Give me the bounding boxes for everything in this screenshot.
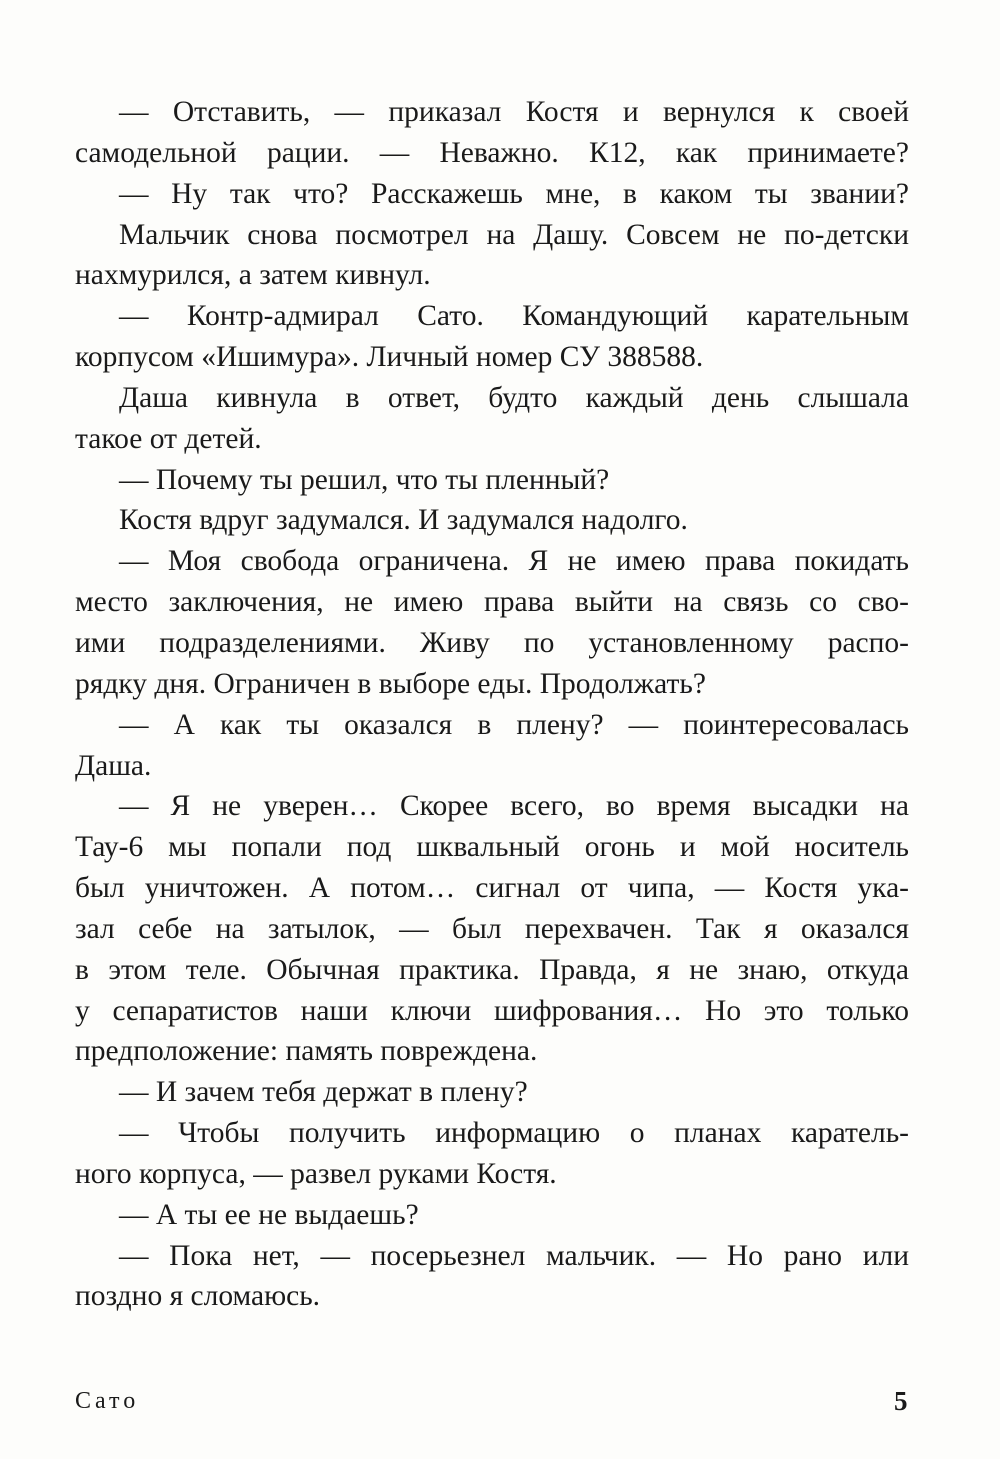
text-line: нахмурился, а затем кивнул.	[75, 259, 431, 292]
text-line: Костя вдруг задумался. И задумался надолго.	[119, 504, 688, 537]
text-line: Даша кивнула в ответ, будто каждый день слышала	[119, 381, 909, 414]
text-line: — Почему ты решил, что ты пленный?	[119, 463, 610, 496]
text-line: — Ну так что? Расскажешь мне, в каком ты звании?	[119, 177, 909, 210]
text-line: корпусом «Ишимура». Личный номер СУ 388588.	[75, 341, 704, 374]
text-line: — Я не уверен… Скорее всего, во время высадки на	[119, 790, 909, 823]
text-line: — Отставить, — приказал Костя и вернулся к своей	[119, 96, 909, 128]
text-line: место заключения, не имею права выйти на связь со сво-	[75, 586, 909, 619]
text-line: — Контр-адмирал Сато. Командующий карательным	[119, 300, 909, 333]
text-line: Тау-6 мы попали под шквальный огонь и мой носитель	[75, 831, 909, 864]
text-line: Мальчик снова посмотрел на Дашу. Совсем не по-детски	[119, 218, 909, 251]
text-line: такое от детей.	[75, 422, 262, 455]
text-line: — Моя свобода ограничена. Я не имею права покидать	[119, 545, 909, 578]
page-number: 5	[894, 1386, 908, 1416]
text-line: — А ты ее не выдаешь?	[119, 1198, 419, 1231]
text-line: — А как ты оказался в плену? — поинтересовалась	[119, 708, 909, 741]
text-line: — Чтобы получить информацию о планах каратель-	[119, 1117, 909, 1150]
body-text	[75, 92, 909, 1317]
text-line: Даша.	[75, 749, 152, 782]
text-line: предположение: память повреждена.	[75, 1035, 538, 1068]
text-line: ного корпуса, — развел руками Костя.	[75, 1157, 557, 1190]
text-line: — И зачем тебя держат в плену?	[119, 1076, 528, 1109]
running-title: Сато	[75, 1388, 140, 1414]
text-line: зал себе на затылок, — был перехвачен. Так я оказался	[75, 912, 909, 945]
text-line: поздно я сломаюсь.	[75, 1280, 321, 1313]
text-line: ими подразделениями. Живу по установленному распо-	[75, 626, 909, 659]
text-line: был уничтожен. А потом… сигнал от чипа, — Костя ука-	[75, 872, 909, 905]
text-line: в этом теле. Обычная практика. Правда, я не знаю, откуда	[75, 953, 909, 986]
text-line: у сепаратистов наши ключи шифрования… Но это только	[75, 994, 909, 1027]
text-line: самодельной рации. — Неважно. К12, как принимаете?	[75, 136, 909, 169]
text-line: рядку дня. Ограничен в выборе еды. Продолжать?	[75, 667, 706, 700]
text-line: — Пока нет, — посерьезнел мальчик. — Но рано или	[119, 1239, 909, 1272]
